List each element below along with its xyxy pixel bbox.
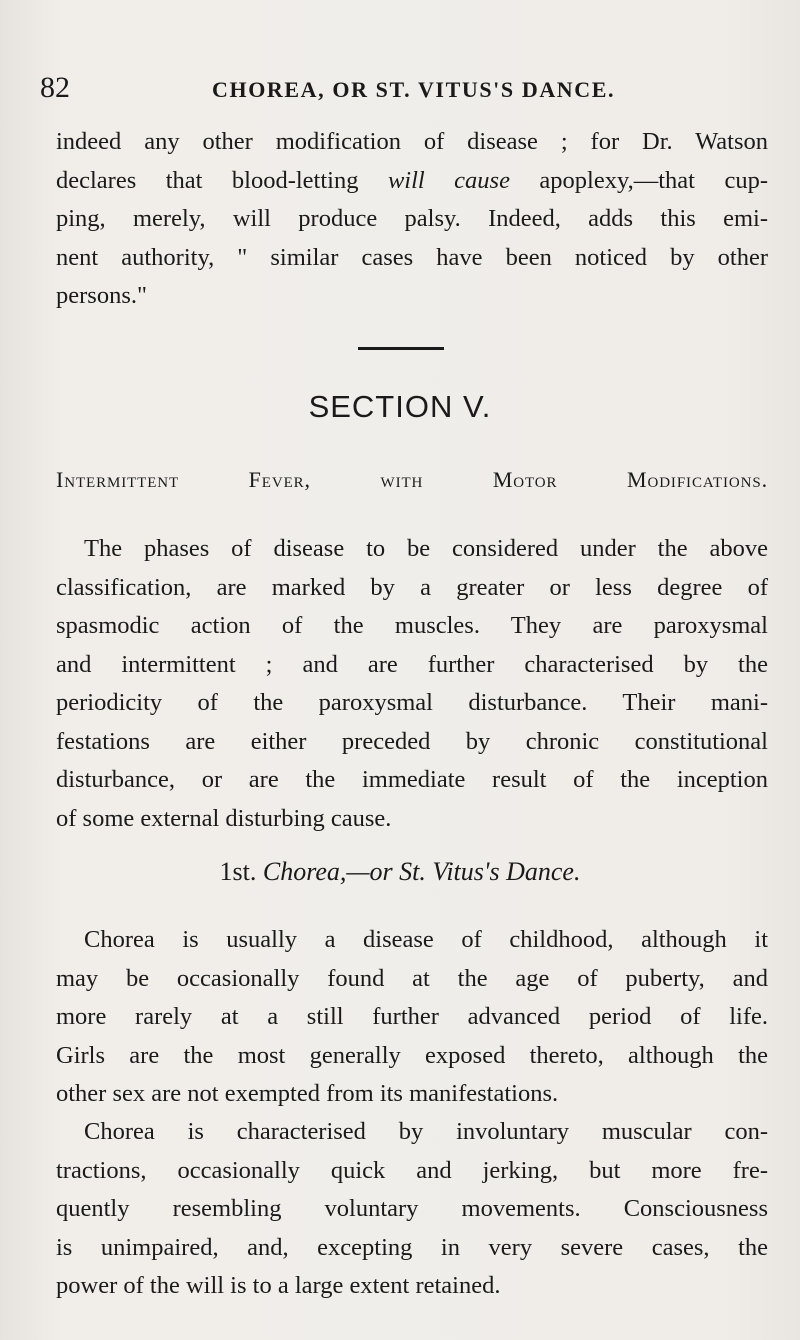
page-header	[0, 68, 800, 108]
page-number: 82	[40, 71, 70, 104]
subsection-heading	[0, 852, 800, 892]
text-line: ping, merely, will produce palsy. Indeed, adds this emi-	[56, 205, 768, 232]
text-line: disturbance, or are the immediate result of the inception	[56, 766, 768, 793]
text-line: The phases of disease to be considered under the above	[84, 535, 768, 562]
text-fragment: declares that blood-letting	[56, 166, 388, 194]
text-line: more rarely at a still further advanced period of life.	[56, 1003, 768, 1030]
text-line: spasmodic action of the muscles. They are paroxysmal	[56, 612, 768, 639]
text-line: other sex are not exempted from its manifestations.	[56, 1080, 559, 1107]
text-line: quently resembling voluntary movements. Consciousness	[56, 1195, 768, 1222]
paragraph-chorea-symptoms	[56, 1113, 768, 1306]
text-line: nent authority, " similar cases have been noticed by other	[56, 243, 768, 271]
text-line: Chorea is characterised by involuntary muscular con-	[84, 1118, 768, 1145]
running-head: CHOREA, OR ST. VITUS'S DANCE.	[212, 77, 616, 102]
section-subtitle: Intermittent Fever, with Motor Modifications.	[56, 467, 768, 492]
text-fragment: apoplexy,—that cup-	[509, 166, 768, 194]
subsection-title: Chorea,—or St. Vitus's Dance.	[256, 857, 581, 886]
text-line: may be occasionally found at the age of puberty, and	[56, 964, 768, 992]
emphasis-text: will cause	[387, 166, 510, 194]
text-line: tractions, occasionally quick and jerking, but more fre-	[56, 1156, 768, 1184]
text-line: is unimpaired, and, excepting in very severe cases, the	[56, 1233, 768, 1261]
paragraph-intro	[56, 530, 768, 838]
subsection-number: 1st.	[219, 857, 257, 886]
paragraph-continuation	[56, 123, 768, 316]
text-line: power of the will is to a large extent retained.	[56, 1272, 501, 1299]
text-line: Chorea is usually a disease of childhood, although it	[84, 926, 768, 953]
text-line: persons."	[56, 282, 147, 309]
text-line: classification, are marked by a greater or less degree of	[56, 573, 768, 601]
text-line: periodicity of the paroxysmal disturbance. Their mani-	[56, 689, 768, 716]
text-line: indeed any other modification of disease ; for Dr. Watson	[56, 128, 768, 155]
text-line: of some external disturbing cause.	[56, 804, 392, 832]
text-line: festations are either preceded by chronic constitutional	[56, 727, 768, 755]
paragraph-chorea-description	[56, 921, 768, 1114]
text-line: and intermittent ; and are further characterised by the	[56, 650, 768, 678]
section-title: SECTION V.	[308, 389, 492, 424]
text-line: Girls are the most generally exposed thereto, although the	[56, 1041, 768, 1069]
section-divider	[358, 347, 444, 350]
text-line	[56, 162, 768, 201]
